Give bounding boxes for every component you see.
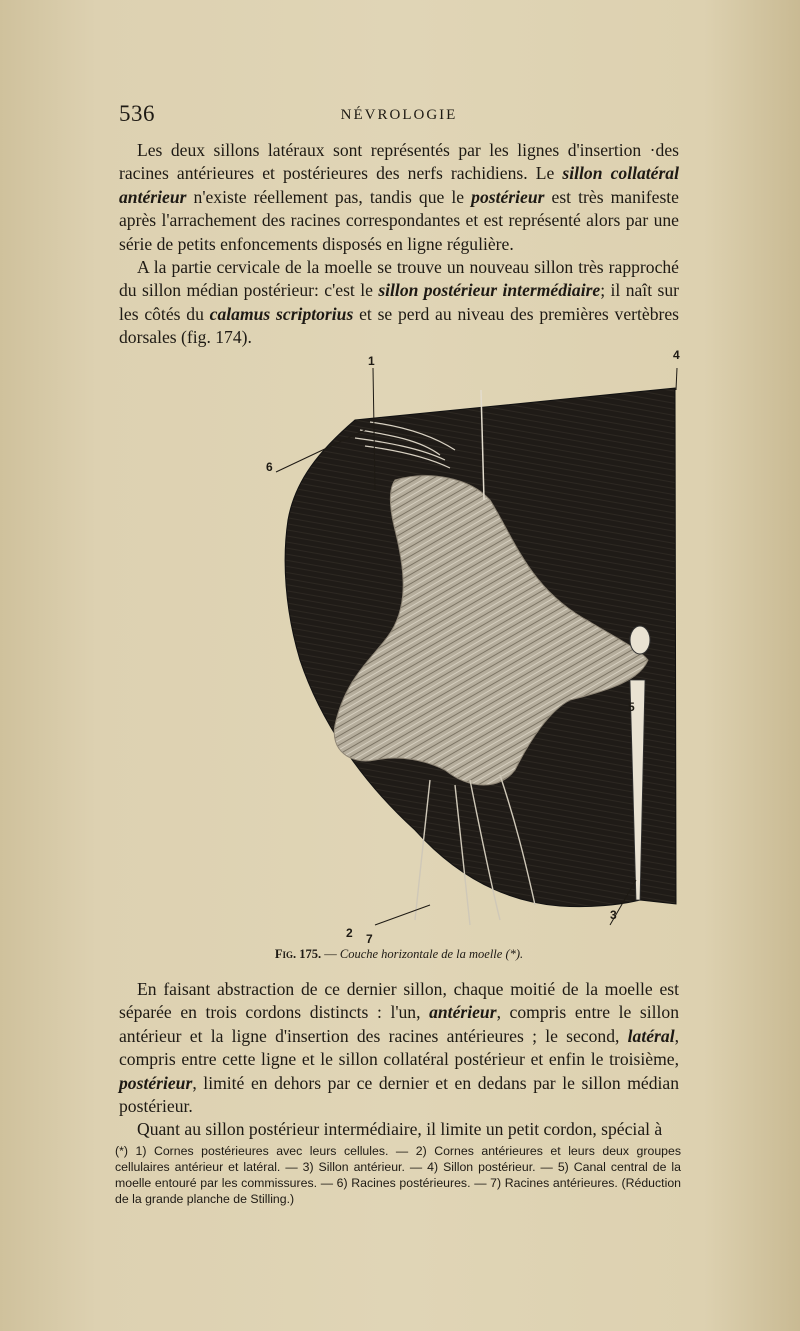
footnote: (*) 1) Cornes postérieures avec leurs cellules. — 2) Cornes antérieures et leurs deux groupes cellulaires antérieur et latéral. — 3) Sillon antérieur. — 4) Sillon postérieur. — 5) Canal central de la moelle entouré par les commissures. — 6) Racines postérieures. — 7) Racines antérieures. (Réduction de la grande planche de Stilling.)	[115, 1144, 681, 1206]
paragraph-3-text-a: En faisant abstraction de ce dernier sillon, chaque moitié de la moelle est séparée en trois cordons distincts : l'un,	[119, 979, 679, 1023]
term-sillon-posterieur-intermediaire: sillon postérieur intermédiaire	[378, 280, 601, 301]
caption-title: Couche horizontale de la moelle (*).	[339, 947, 524, 961]
spinal-cord-illustration	[170, 360, 690, 952]
figure-label-3: 3	[610, 908, 617, 922]
term-lateral: latéral	[627, 1025, 675, 1046]
term-posterieur: postérieur	[471, 186, 545, 207]
term-sillon-collateral-anterieur: sillon collatéral antérieur	[119, 163, 679, 207]
figure-label-6: 6	[266, 460, 273, 474]
paragraph-3	[119, 978, 679, 1118]
figure-label-4: 4	[673, 348, 680, 362]
text-block-top	[119, 139, 679, 350]
spinal-cord-figure	[170, 348, 690, 952]
paragraph-2-text-b: ; il naît sur les côtés du	[119, 280, 679, 324]
term-posterieur-cordon: postérieur	[119, 1072, 193, 1093]
paragraph-1-text-a: Les deux sillons latéraux sont représentés par les lignes d'insertion ·des racines antérieures et postérieures des nerfs rachidiens. Le	[119, 140, 679, 184]
paragraph-1-text-c: est très manifeste après l'arrachement des racines correspondantes et est représenté alors par une série de petits enfoncements disposés en ligne régulière.	[119, 186, 679, 254]
central-canal	[630, 626, 650, 654]
paragraph-2-text-c: et se perd au niveau des premières vertèbres dorsales (fig. 174).	[119, 303, 680, 348]
figure-label-2: 2	[346, 926, 353, 940]
figure-caption	[119, 947, 679, 962]
figure-label-7: 7	[366, 932, 373, 946]
page-number: 536	[119, 101, 155, 126]
figure-label-1: 1	[368, 354, 375, 368]
paragraph-4: Quant au sillon postérieur intermédiaire, il limite un petit cordon, spécial à	[137, 1119, 663, 1140]
text-block-bottom	[119, 978, 679, 1142]
figure-label-5: 5	[628, 700, 635, 714]
paragraph-3-text-b: , compris entre le sillon antérieur et la ligne d'insertion des racines antérieures ; le second,	[119, 1002, 679, 1046]
term-calamus-scriptorius: calamus scriptorius	[209, 303, 354, 324]
term-anterieur: antérieur	[429, 1002, 497, 1023]
paragraph-3-text-d: , limité en dehors par ce dernier et en dedans par le sillon médian postérieur.	[119, 1072, 679, 1117]
paragraph-2	[119, 256, 679, 350]
caption-figure-number: Fig. 175.	[274, 947, 322, 961]
paragraph-3-text-c: , compris entre cette ligne et le sillon collatéral postérieur et enfin le troisième,	[119, 1025, 679, 1070]
paragraph-2-text-a: A la partie cervicale de la moelle se trouve un nouveau sillon très rapproché du sillon médian postérieur: c'est le	[119, 257, 679, 301]
caption-dash: —	[321, 947, 340, 961]
running-title: NÉVROLOGIE	[340, 107, 458, 123]
paragraph-1	[119, 139, 679, 256]
running-head	[119, 101, 679, 127]
paragraph-1-text-b: n'existe réellement pas, tandis que le	[186, 186, 472, 207]
